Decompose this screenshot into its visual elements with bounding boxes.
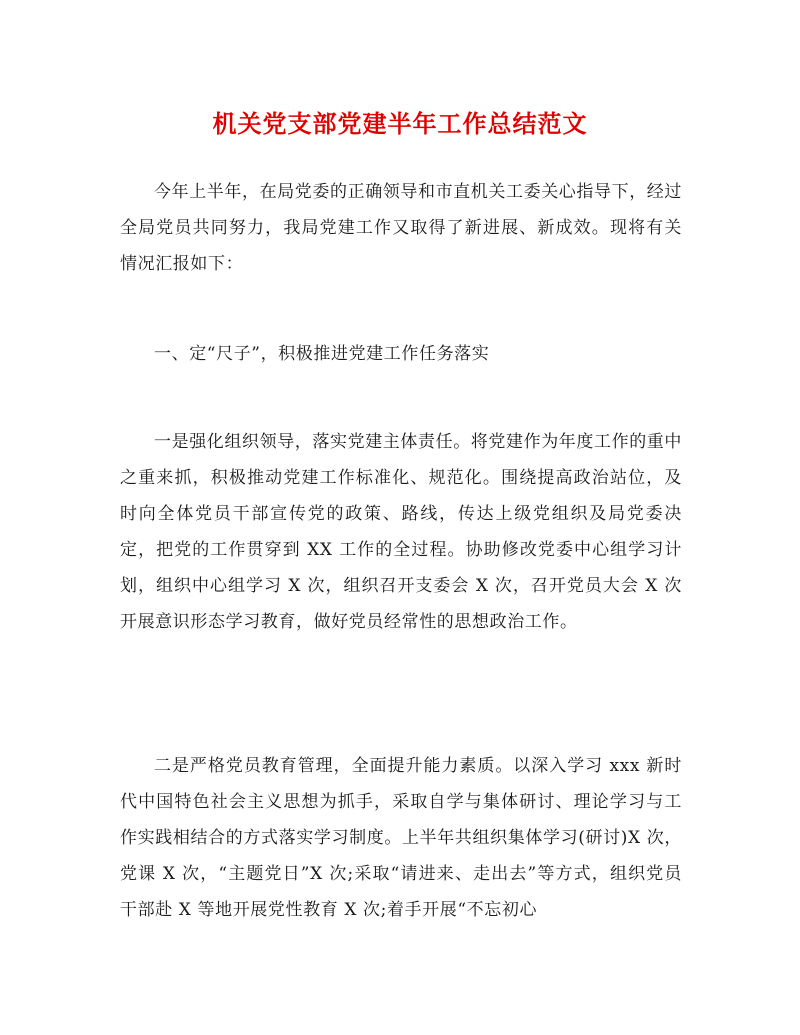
paragraph-second-point: 二是严格党员教育管理，全面提升能力素质。以深入学习 xxx 新时代中国特色社会主义思想为抓手，采取自学与集体研讨、理论学习与工作实践相结合的方式落实学习制度。上半年共组织集体学习(研讨)X 次，党课 X 次，“主题党日”X 次;采取“请进来、走出去”等方式，组织党员干部赴 X 等地开展党性教育 X 次;着手开展“不忘初心 bbox=[120, 756, 682, 920]
document-title: 机关党支部党建半年工作总结范文 bbox=[212, 109, 588, 138]
intro-paragraph: 今年上半年，在局党委的正确领导和市直机关工委关心指导下，经过全局党员共同努力，我局党建工作又取得了新进展、新成效。现将有关情况汇报如下： bbox=[120, 182, 682, 274]
paragraph-first-point: 一是强化组织领导，落实党建主体责任。将党建作为年度工作的重中之重来抓，积极推动党建工作标准化、规范化。围绕提高政治站位，及时向全体党员干部宣传党的政策、路线，传达上级党组织及局党委决定，把党的工作贯穿到 XX 工作的全过程。协助修改党委中心组学习计划，组织中心组学习 X 次，组织召开支委会 X 次，召开党员大会 X 次开展意识形态学习教育，做好党员经常性的思想政治工作。 bbox=[120, 432, 682, 632]
section-heading-1: 一、定“尺子”，积极推进党建工作任务落实 bbox=[154, 344, 490, 364]
